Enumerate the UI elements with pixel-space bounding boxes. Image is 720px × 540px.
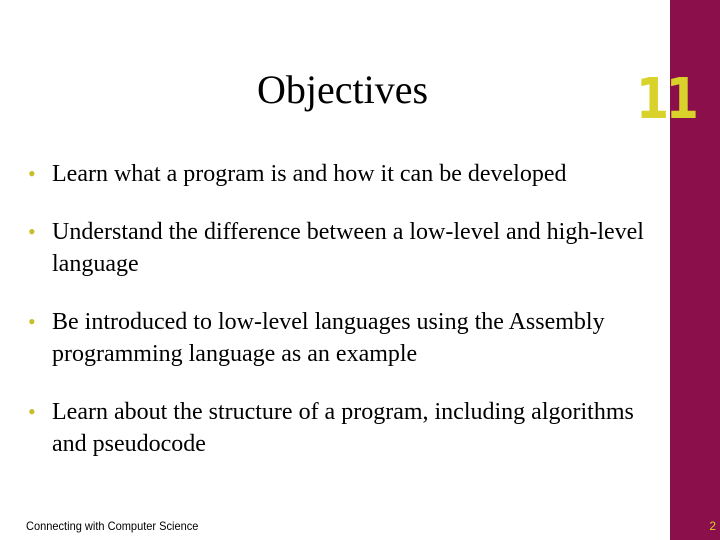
bullet-item — [28, 306, 668, 370]
bullet-icon: • — [28, 309, 36, 334]
bullet-item — [28, 396, 668, 460]
page-number: 2 — [709, 519, 716, 533]
bullet-list — [28, 158, 668, 486]
bullet-text: Be introduced to low-level languages using the Assembly programming language as an example — [52, 309, 605, 367]
bullet-text: Learn about the structure of a program, including algorithms and pseudocode — [52, 399, 634, 457]
bullet-icon: • — [28, 399, 36, 424]
footer-text: Connecting with Computer Science — [26, 519, 199, 533]
bullet-item — [28, 158, 668, 190]
bullet-text: Learn what a program is and how it can be developed — [52, 161, 567, 187]
bullet-icon: • — [28, 219, 36, 244]
bullet-icon: • — [28, 161, 36, 186]
chapter-number: 11 — [636, 67, 696, 132]
slide-title: Objectives — [256, 67, 429, 112]
bullet-item — [28, 216, 668, 280]
bullet-text: Understand the difference between a low-level and high-level language — [52, 219, 644, 277]
